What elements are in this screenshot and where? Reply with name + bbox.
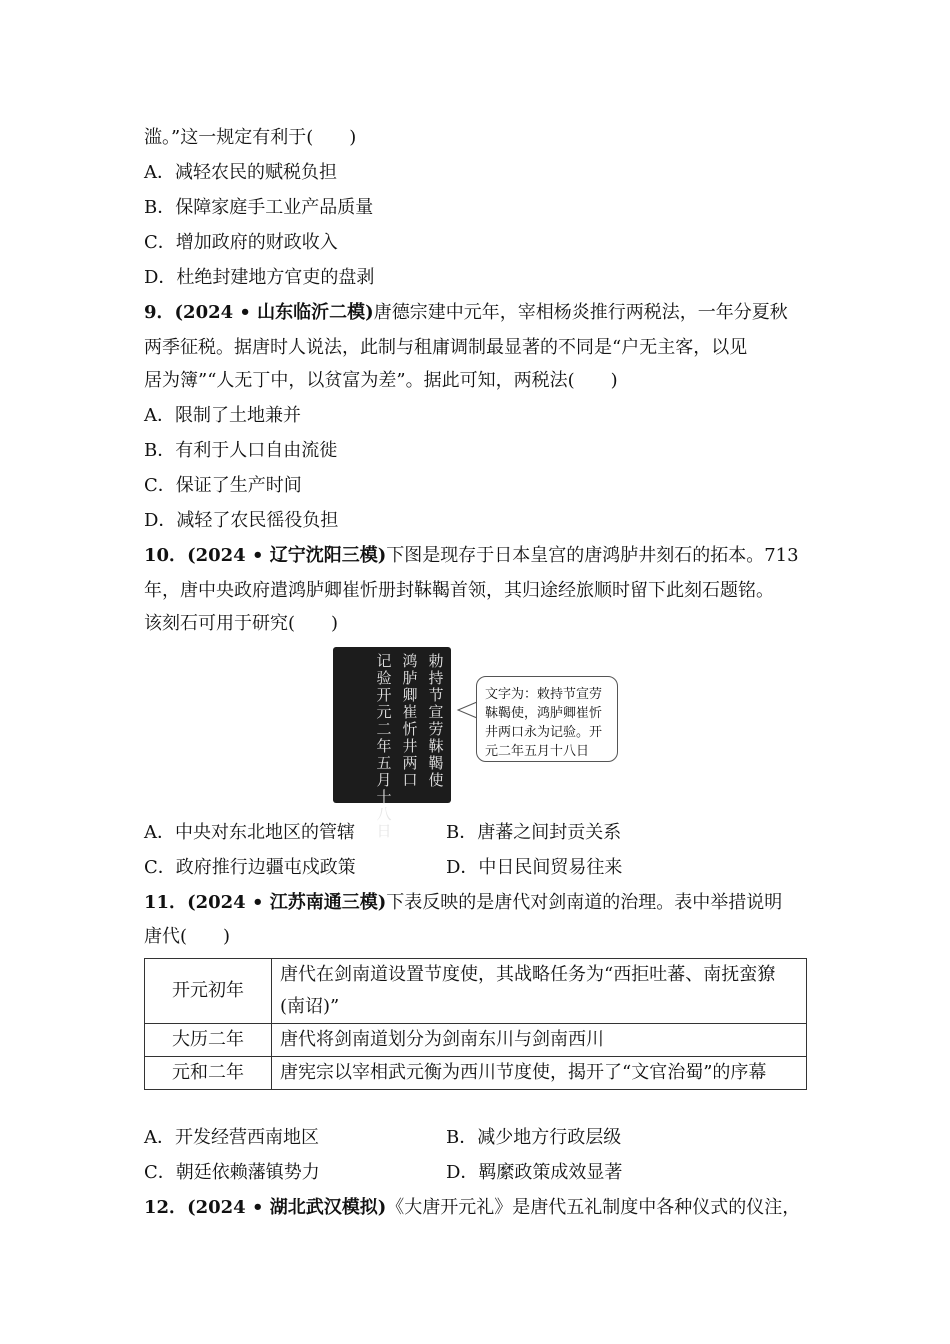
table-row bbox=[145, 959, 807, 1024]
q9-number: 9． bbox=[144, 302, 175, 323]
q9-option-a[interactable]: A．限制了土地兼并 bbox=[144, 405, 301, 426]
table-year-cell: 开元初年 bbox=[145, 959, 272, 1024]
table-year-cell: 大历二年 bbox=[145, 1024, 272, 1057]
q11-option-a[interactable]: A．开发经营西南地区 bbox=[144, 1127, 319, 1148]
q9-option-d[interactable]: D．减轻了农民徭役负担 bbox=[144, 510, 339, 531]
table-row bbox=[145, 1024, 807, 1057]
q12-stem-line-1 bbox=[144, 1196, 800, 1220]
q12-source: (2024 • 湖北武汉模拟) bbox=[187, 1197, 387, 1218]
table-text-cell: 唐宪宗以宰相武元衡为西川节度使，揭开了“文官治蜀”的序幕 bbox=[272, 1057, 807, 1090]
q8-option-c[interactable]: C．增加政府的财政收入 bbox=[144, 232, 338, 253]
q9-stem-line-1 bbox=[144, 301, 788, 325]
q8-option-a[interactable]: A．减轻农民的赋税负担 bbox=[144, 162, 337, 183]
q10-option-a[interactable]: A．中央对东北地区的管辖 bbox=[144, 822, 355, 843]
q8-option-b[interactable]: B．保障家庭手工业产品质量 bbox=[144, 197, 374, 218]
governance-table bbox=[144, 958, 807, 1090]
table-year-cell: 元和二年 bbox=[145, 1057, 272, 1090]
table-text-cell: 唐代在剑南道设置节度使，其战略任务为“西拒吐蕃、南抚蛮獠(南诏)” bbox=[272, 959, 807, 1024]
table-text-cell: 唐代将剑南道划分为剑南东川与剑南西川 bbox=[272, 1024, 807, 1057]
callout-pointer-icon bbox=[456, 700, 478, 720]
rubbing-column-1: 勅持节宣劳靺鞨使 bbox=[428, 652, 444, 789]
q11-stem-line-1 bbox=[144, 891, 782, 915]
q9-stem-line-3: 居为簿”“人无丁中，以贫富为差”。据此可知，两税法( ) bbox=[144, 370, 618, 391]
q9-stem-line-2: 两季征税。据唐时人说法，此制与租庸调制最显著的不同是“户无主客，以见 bbox=[144, 337, 748, 358]
q10-stem-line-3: 该刻石可用于研究( ) bbox=[144, 613, 339, 634]
q9-option-c[interactable]: C．保证了生产时间 bbox=[144, 475, 302, 496]
q10-source: (2024 • 辽宁沈阳三模) bbox=[187, 545, 387, 566]
rubbing-column-3: 记验开元二年五月十八日 bbox=[376, 652, 392, 840]
q11-text: 下表反映的是唐代对剑南道的治理。表中举措说明 bbox=[386, 892, 783, 913]
q10-stem-line-2: 年，唐中央政府遣鸿胪卿崔忻册封靺鞨首领，其归途经旅顺时留下此刻石题铭。 bbox=[144, 580, 774, 601]
q11-source: (2024 • 江苏南通三模) bbox=[187, 892, 387, 913]
q8-option-d[interactable]: D．杜绝封建地方官吏的盘剥 bbox=[144, 267, 375, 288]
q10-option-c[interactable]: C．政府推行边疆屯戍政策 bbox=[144, 857, 356, 878]
q12-number: 12． bbox=[144, 1197, 188, 1218]
q11-option-b[interactable]: B．减少地方行政层级 bbox=[446, 1127, 622, 1148]
q10-option-d[interactable]: D．中日民间贸易往来 bbox=[446, 857, 623, 878]
rubbing-column-2: 鸿胪卿崔忻井两口 bbox=[402, 652, 418, 789]
q9-option-b[interactable]: B．有利于人口自由流徙 bbox=[144, 440, 338, 461]
table-row bbox=[145, 1057, 807, 1090]
q11-number: 11． bbox=[144, 892, 188, 913]
q11-option-d[interactable]: D．羁縻政策成效显著 bbox=[446, 1162, 623, 1183]
q9-text: 唐德宗建中元年，宰相杨炎推行两税法，一年分夏秋 bbox=[373, 302, 788, 323]
q10-text: 下图是现存于日本皇宫的唐鸿胪井刻石的拓本。713 bbox=[386, 545, 799, 566]
q8-stem-tail: 滥。”这一规定有利于( ) bbox=[144, 127, 357, 148]
stone-rubbing-image bbox=[333, 647, 451, 840]
q10-option-b[interactable]: B．唐蕃之间封贡关系 bbox=[446, 822, 622, 843]
q11-option-c[interactable]: C．朝廷依赖藩镇势力 bbox=[144, 1162, 320, 1183]
q10-number: 10． bbox=[144, 545, 188, 566]
q12-text: 《大唐开元礼》是唐代五礼制度中各种仪式的仪注， bbox=[386, 1197, 801, 1218]
q9-source: (2024 • 山东临沂二模) bbox=[174, 302, 374, 323]
q10-stem-line-1 bbox=[144, 544, 799, 568]
rubbing-caption-callout: 文字为：敕持节宣劳靺鞨使，鸿胪卿崔忻井两口永为记验。开元二年五月十八日 bbox=[476, 676, 618, 762]
q11-stem-line-2: 唐代( ) bbox=[144, 926, 231, 947]
